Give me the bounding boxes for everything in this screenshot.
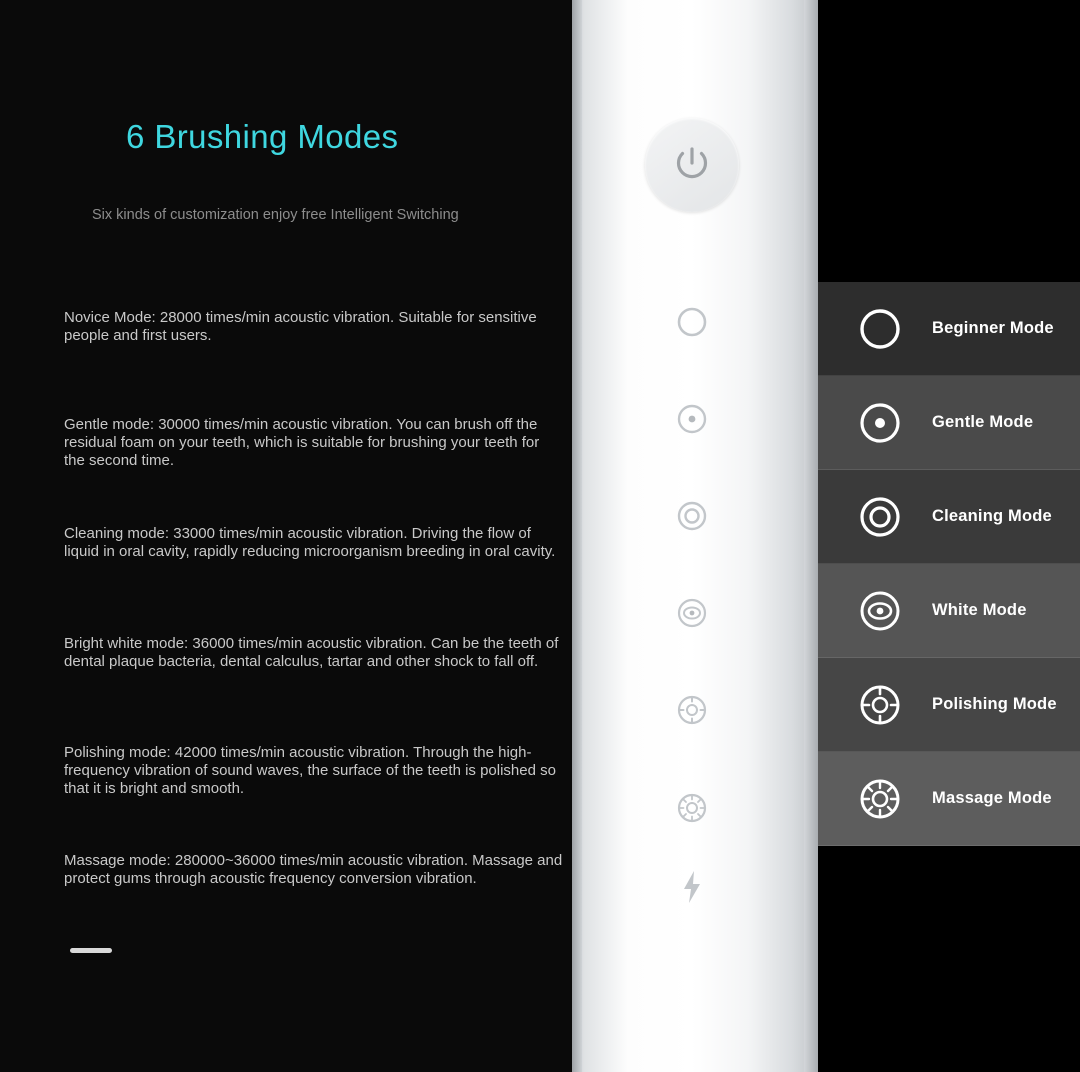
power-icon — [669, 140, 715, 191]
legend-label: Polishing Mode — [932, 695, 1057, 713]
legend-item-beginner[interactable] — [818, 282, 1080, 376]
legend-label: White Mode — [932, 601, 1027, 619]
ring-icon — [850, 299, 910, 359]
double-ring-icon — [674, 498, 710, 539]
lightning-bolt-icon — [677, 868, 707, 911]
power-button[interactable] — [645, 118, 739, 212]
divider-dash — [70, 948, 112, 953]
legend-item-white[interactable] — [818, 564, 1080, 658]
mode-legend — [818, 282, 1080, 846]
eye-ring-icon — [850, 581, 910, 641]
mode-description-polishing: Polishing mode: 42000 times/min acoustic vibration. Through the high-frequency vibration of sound waves, the surface of the teeth is polished so that it is bright and smooth. — [64, 744, 556, 797]
handle-right-edge — [804, 0, 818, 1072]
legend-label: Massage Mode — [932, 789, 1052, 807]
ring-icon — [674, 304, 710, 345]
legend-label: Beginner Mode — [932, 319, 1054, 337]
dot-in-ring-icon — [850, 393, 910, 453]
legend-bottom-backdrop — [818, 840, 1080, 1072]
indicator-massage — [667, 785, 717, 835]
mode-description-massage: Massage mode: 280000~36000 times/min acoustic vibration. Massage and protect gums through acoustic frequency conversion vibration. — [64, 852, 563, 887]
legend-item-gentle[interactable] — [818, 376, 1080, 470]
indicator-polishing — [667, 687, 717, 737]
double-ring-icon — [850, 487, 910, 547]
radiating-ring-icon — [674, 692, 710, 733]
legend-item-massage[interactable] — [818, 752, 1080, 846]
mode-description-cleaning: Cleaning mode: 33000 times/min acoustic vibration. Driving the flow of liquid in oral cavity, rapidly reducing microorganism breeding in oral cavity. — [64, 525, 556, 560]
page-title: 6 Brushing Modes — [126, 118, 399, 155]
radiating-ring-dense-icon — [850, 769, 910, 829]
legend-label: Cleaning Mode — [932, 507, 1052, 525]
indicator-gentle — [667, 396, 717, 446]
legend-item-polishing[interactable] — [818, 658, 1080, 752]
handle-left-edge — [572, 0, 582, 1072]
legend-label: Gentle Mode — [932, 413, 1034, 431]
indicator-beginner — [667, 299, 717, 349]
indicator-cleaning — [667, 493, 717, 543]
radiating-ring-icon — [850, 675, 910, 735]
legend-top-backdrop — [818, 0, 1080, 282]
mode-description-novice: Novice Mode: 28000 times/min acoustic vibration. Suitable for sensitive people and first users. — [64, 309, 537, 344]
battery-charge-indicator — [667, 864, 717, 914]
radiating-ring-dense-icon — [674, 790, 710, 831]
legend-item-cleaning[interactable] — [818, 470, 1080, 564]
mode-description-white: Bright white mode: 36000 times/min acoustic vibration. Can be the teeth of dental plaque bacteria, dental calculus, tartar and other shock to fall off. — [64, 635, 559, 670]
toothbrush-handle — [572, 0, 818, 1072]
mode-description-gentle: Gentle mode: 30000 times/min acoustic vibration. You can brush off the residual foam on your teeth, which is suitable for brushing your teeth for the second time. — [64, 416, 540, 469]
indicator-white — [667, 590, 717, 640]
eye-ring-icon — [674, 595, 710, 636]
dot-in-ring-icon — [674, 401, 710, 442]
page-subtitle: Six kinds of customization enjoy free Intelligent Switching — [92, 207, 459, 223]
